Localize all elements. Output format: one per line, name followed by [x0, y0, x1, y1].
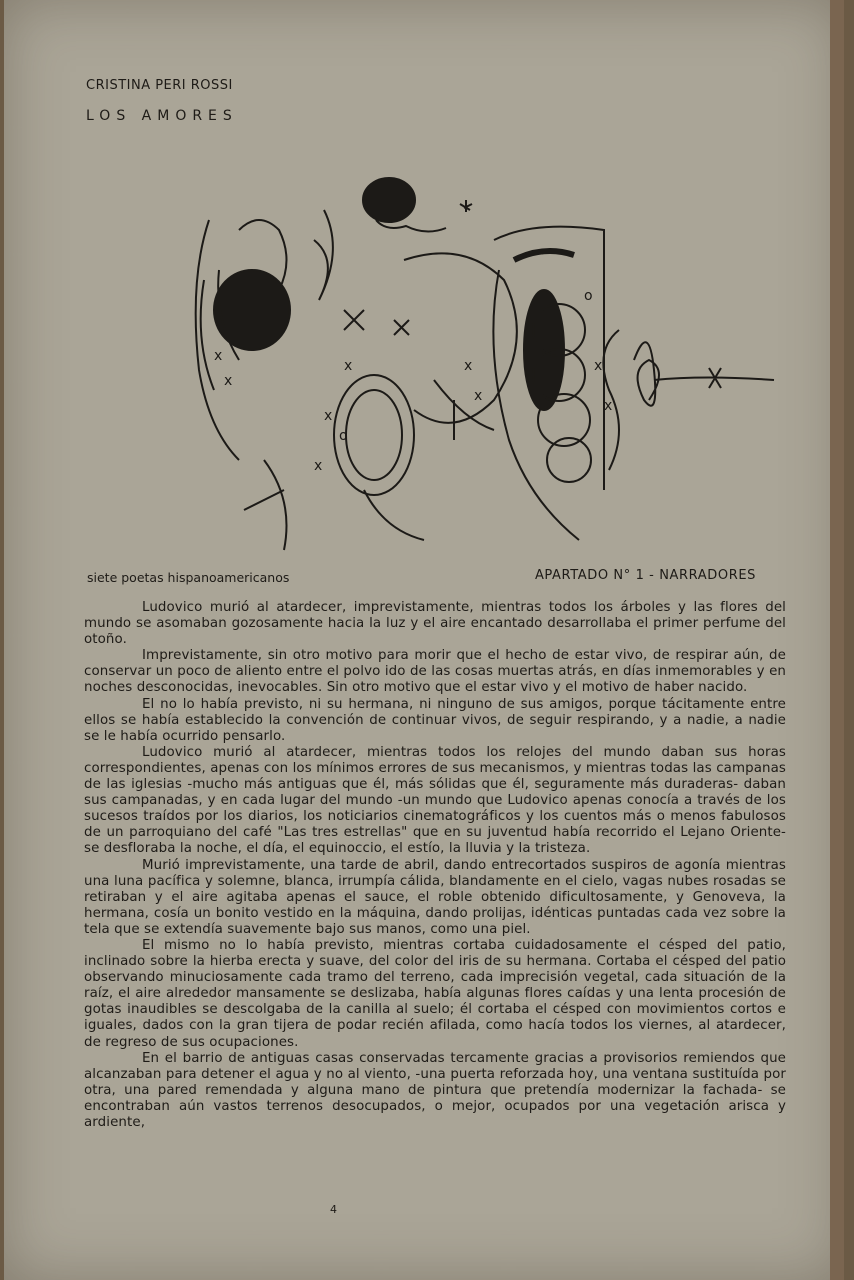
- paragraph: Murió imprevistamente, una tarde de abril, dando entrecortados suspiros de agonía mientras una luna pacífica y solemne, blanca, irrumpía cálida, blandamente en el cielo, vagas nubes rosadas se retiraban y el aire agitaba apenas el sauce, el roble obtenido dificultosamente, y Genoveva, la hermana, cosía un bonito vestido en la máquina, dando prolijas, idénticas puntadas cada vez sobre la tela que se extendía suavemente bajo sus manos, como una piel.: [84, 857, 786, 937]
- paragraph: En el barrio de antiguas casas conservadas tercamente gracias a provisorios remiendos que alcanzaban para detener el agua y no al viento, -una puerta reforzada hoy, una ventana sustituída por otra, una pared remendada y alguna mano de pintura que pretendía modernizar la fachada- se encontraban aún vastos terrenos desocupados, o mejor, ocupados por una vegetación arisca y ardiente,: [84, 1050, 786, 1130]
- paragraph: Imprevistamente, sin otro motivo para morir que el hecho de estar vivo, de respirar aún, de conservar un poco de aliento entre el polvo ido de las cosas muertas atrás, en días inmemorables y en noches desconocidas, inevocables. Sin otro motivo que el estar vivo y el motivo de haber nacido.: [84, 648, 786, 696]
- svg-text:o: o: [339, 428, 348, 444]
- paragraph: El no lo había previsto, ni su hermana, ni ninguno de sus amigos, porque tácitamente entre ellos se había establecido la convención de continuar vivos, de seguir respirando, y a nadie, a nadie se le había ocurrido pensarlo.: [84, 696, 786, 744]
- story-body: [84, 600, 786, 1131]
- section-label: APARTADO N° 1 - NARRADORES: [534, 568, 756, 583]
- work-title: LOS AMORES: [86, 108, 238, 124]
- page: [4, 0, 844, 1280]
- svg-text:x: x: [314, 458, 323, 474]
- svg-text:x: x: [344, 358, 353, 374]
- page-edge: [830, 0, 844, 1280]
- svg-text:x: x: [474, 388, 483, 404]
- paragraph: El mismo no lo había previsto, mientras cortaba cuidadosamente el césped del patio, inclinado sobre la hierba erecta y suave, del color del iris de su hermana. Cortaba el césped del patio observando minuciosamente cada tramo del terreno, cada imprecisión vegetal, cada situación de la raíz, el aire alrededor mansamente se deslizaba, había algunas flores caídas y una lenta procesión de gotas inaudibles se descolgaba de la canilla al suelo; él cortaba el césped con movimientos cortos e iguales, dados con la gran tijera de podar recién afilada, como hacía todos los viernes, al atardecer, de regreso de sus ocupaciones.: [84, 937, 786, 1050]
- paragraph: Ludovico murió al atardecer, imprevistamente, mientras todos los árboles y las flores del mundo se asomaban gozosamente hacia la luz y el aire encantado desarrollaba el primer perfume del otoño.: [84, 600, 786, 648]
- author-name: CRISTINA PERI ROSSI: [86, 78, 233, 93]
- svg-text:x: x: [464, 358, 473, 374]
- svg-text:x: x: [324, 408, 333, 424]
- svg-text:x: x: [224, 373, 233, 389]
- svg-text:o: o: [584, 288, 593, 304]
- svg-text:x: x: [594, 358, 603, 374]
- series-label: siete poetas hispanoamericanos: [87, 570, 290, 585]
- paragraph: Ludovico murió al atardecer, mientras todos los relojes del mundo daban sus horas correspondientes, apenas con los mínimos errores de sus mecanismos, y mientras todas las campanas de las iglesias -mucho más antiguas que él, más sólidas que él, seguramente más duraderas- daban sus campanadas, y en cada lugar del mundo -un mundo que Ludovico apenas conocía a través de los sucesos traídos por los diarios, los noticiarios cinematográficos y los cuentos más o menos fabulosos de un parroquiano del café "Las tres estrellas" que en su juventud había recorrido el Lejano Oriente- se desfloraba la noche, el día, el equinoccio, el estío, la lluvia y la tristeza.: [84, 744, 786, 857]
- page-mark: 4: [330, 1203, 337, 1216]
- svg-text:x: x: [604, 398, 613, 414]
- svg-text:x: x: [214, 348, 223, 364]
- abstract-ink-drawing-icon: [164, 160, 784, 560]
